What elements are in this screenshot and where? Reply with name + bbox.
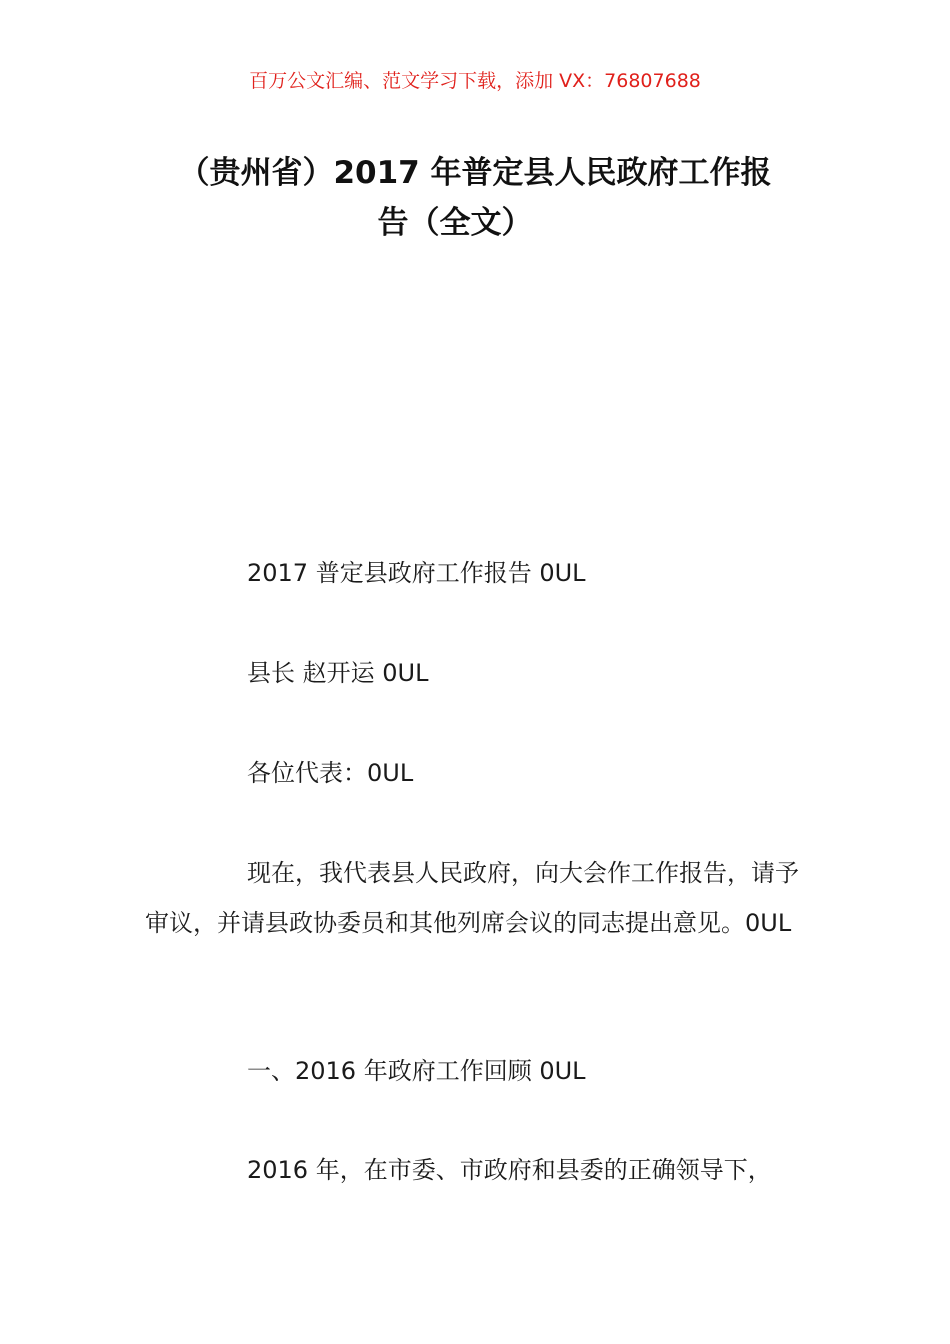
- header-notice: 百万公文汇编、范文学习下载，添加 VX：76807688: [249, 70, 701, 92]
- section-heading-text: 一、2016 年政府工作回顾 0UL: [247, 1057, 586, 1085]
- paragraph-text: 2016 年，在市委、市政府和县委的正确领导下，: [247, 1156, 772, 1184]
- section-heading: [145, 1046, 810, 1096]
- document-title: [140, 148, 810, 248]
- paragraph: [145, 848, 810, 948]
- paragraph: [145, 748, 810, 798]
- paragraph: [145, 548, 810, 598]
- title-line-2: 告（全文）: [377, 205, 533, 241]
- paragraph-text: 2017 普定县政府工作报告 0UL: [247, 559, 586, 587]
- paragraph-text: 县长 赵开运 0UL: [247, 659, 429, 687]
- paragraph-text: 各位代表：0UL: [247, 759, 414, 787]
- paragraph: [145, 1145, 810, 1195]
- paragraph-text: 现在，我代表县人民政府，向大会作工作报告，请予审议，并请县政协委员和其他列席会议的同志提出意见。0UL: [145, 859, 799, 937]
- title-line-1: （贵州省）2017 年普定县人民政府工作报: [178, 155, 772, 191]
- paragraph: [145, 648, 810, 698]
